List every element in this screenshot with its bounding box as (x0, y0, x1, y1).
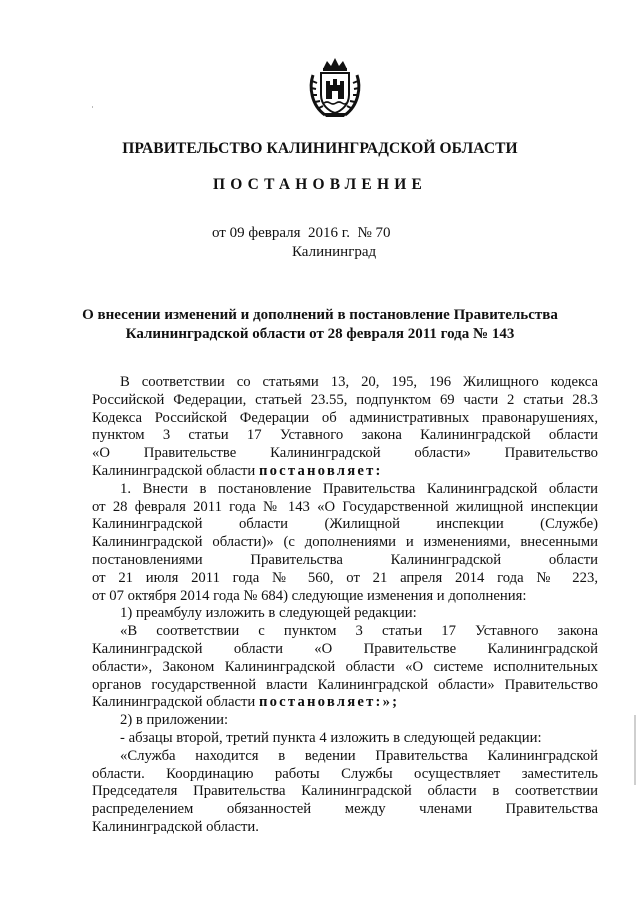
body-line: Калининградской области «О Правительстве Калининградской (92, 640, 598, 657)
body-line: - абзацы второй, третий пункта 4 изложить в следующей редакции: (120, 729, 542, 746)
resolution-word: постановляет: (258, 462, 383, 479)
subject-line-1: О внесении изменений и дополнений в постановление Правительства (82, 307, 558, 323)
body-line: 1. Внести в постановление Правительства Калининградской области (120, 480, 598, 497)
body-line: распределением обязанностей между членами Правительства (92, 801, 598, 818)
government-title: ПРАВИТЕЛЬСТВО КАЛИНИНГРАДСКОЙ ОБЛАСТИ (122, 140, 518, 157)
document-city: Калининград (292, 244, 377, 260)
body-line: Российской Федерации, статьей 23.55, подпунктом 69 части 2 статьи 28.3 (92, 391, 598, 408)
body-line: пунктом 3 статьи 17 Уставного закона Калининградской области (92, 427, 598, 444)
body-line: Председателя Правительства Калининградской области в соответствии (92, 783, 598, 800)
body-line: В соответствии со статьями 13, 20, 195, 196 Жилищного кодекса (120, 374, 598, 390)
body-line: от 28 февраля 2011 года № 143 «О Государственной жилищной инспекции (92, 498, 598, 515)
body-line: Калининградской области (Жилищной инспекции (Службе) (92, 516, 598, 533)
scan-speck (92, 106, 93, 108)
body-line (92, 694, 598, 712)
body-line: «О Правительстве Калининградской области» Правительство (92, 445, 598, 462)
document-date-number: от 09 февраля 2016 г. № 70 (212, 225, 391, 241)
body-line: Кодекса Российской Федерации об административных правонарушениях, (92, 409, 598, 426)
coat-of-arms-emblem (307, 55, 363, 119)
scan-edge-mark (634, 715, 636, 785)
document-body (92, 374, 598, 837)
body-text: Калининградской области (92, 694, 259, 711)
body-line: Калининградской области)» (с дополнениями и изменениями, внесенными (92, 534, 598, 551)
body-line: от 07 октября 2014 года № 684) следующие изменения и дополнения: (92, 587, 527, 604)
body-line: 1) преамбулу изложить в следующей редакции: (120, 605, 417, 622)
body-line: Калининградской области. (92, 818, 259, 835)
body-line: постановлениями Правительства Калининградской области (92, 551, 598, 568)
body-line: 2) в приложении: (120, 712, 229, 729)
subject-line-2: Калининградской области от 28 февраля 2011 года № 143 (125, 326, 515, 342)
body-line: области», Законом Калининградской области «О системе исполнительных (92, 658, 598, 675)
body-line (92, 463, 598, 481)
body-line: от 21 июля 2011 года № 560, от 21 апреля 2014 года № 223, (92, 569, 598, 586)
body-text: Калининградской области (92, 462, 259, 479)
body-line: «В соответствии с пунктом 3 статьи 17 Уставного закона (120, 623, 598, 640)
body-line: «Служба находится в ведении Правительства Калининградской (120, 747, 598, 764)
resolution-word: постановляет:»; (258, 694, 400, 711)
body-line: органов государственной власти Калининградской области» Правительство (92, 676, 598, 693)
document-type-title: ПОСТАНОВЛЕНИЕ (212, 176, 428, 193)
body-line: области. Координацию работы Службы осуществляет заместитель (92, 765, 598, 782)
